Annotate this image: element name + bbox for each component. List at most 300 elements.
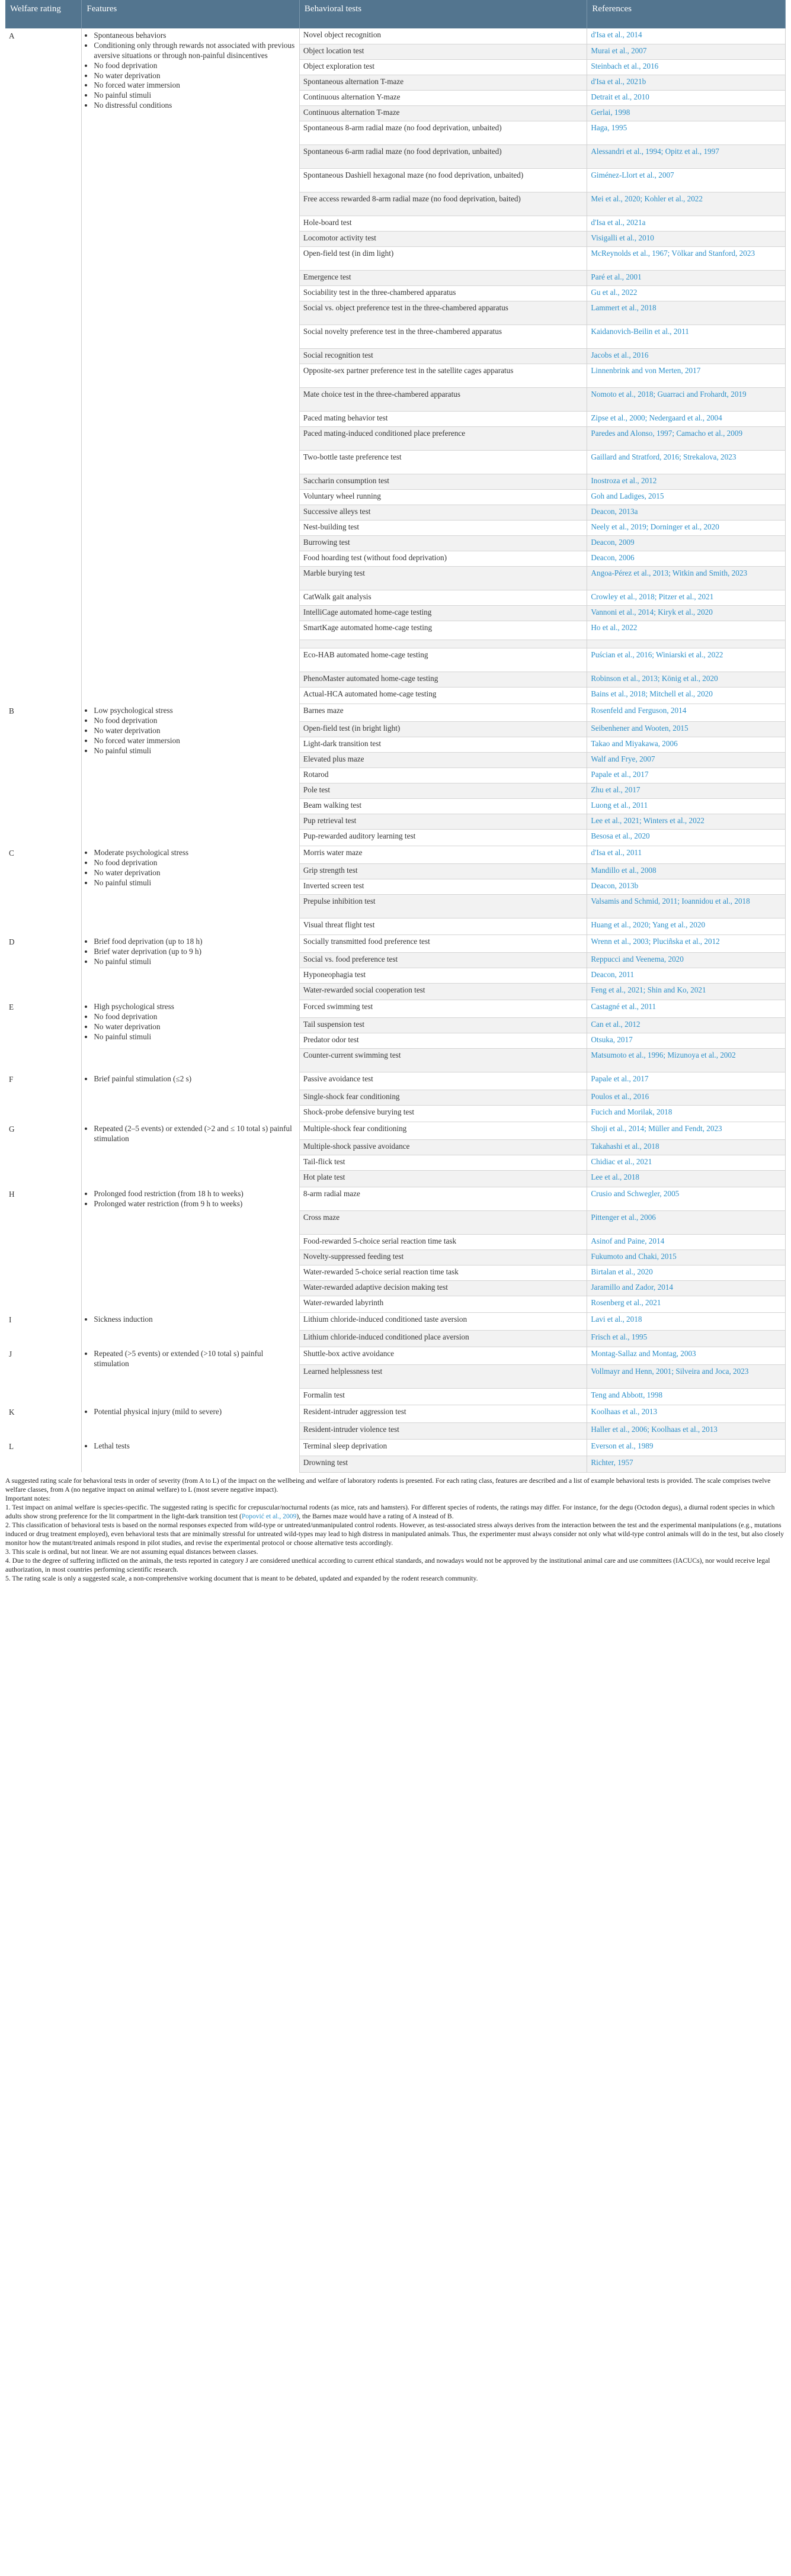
behavioral-test-cell: Successive alleys test: [299, 505, 587, 520]
references-cell: [587, 1364, 786, 1388]
behavioral-test-cell: Marble burying test: [299, 566, 587, 590]
reference-link[interactable]: Yang et al., 2020: [652, 920, 706, 929]
reference-link[interactable]: d'Isa et al., 2021b: [591, 76, 646, 86]
behavioral-test-cell: Shuttle-box active avoidance: [299, 1347, 587, 1364]
reference-link[interactable]: Fucich and Morilak, 2018: [591, 1107, 672, 1116]
reference-link[interactable]: Shin and Ko, 2021: [647, 985, 706, 994]
behavioral-test-cell: Sociability test in the three-chambered apparatus: [299, 285, 587, 301]
behavioral-test-cell: Forced swimming test: [299, 1000, 587, 1017]
behavioral-test-cell: Tail-flick test: [299, 1155, 587, 1170]
table-caption: [5, 1476, 786, 1583]
feature-item: • Brief water deprivation (up to 9 h): [94, 947, 296, 957]
references-cell: [587, 1280, 786, 1296]
reference-link[interactable]: Feng et al., 2021: [591, 985, 643, 994]
behavioral-test-cell: Hole-board test: [299, 216, 587, 231]
behavioral-test-cell: Inverted screen test: [299, 879, 587, 894]
reference-link[interactable]: Bains et al., 2018: [591, 689, 646, 698]
references-cell: [587, 1330, 786, 1347]
reference-link[interactable]: Pluciñska et al., 2012: [652, 936, 720, 946]
reference-link[interactable]: Paredes and Alonso, 1997: [591, 428, 672, 438]
welfare-rating-cell: D: [5, 934, 82, 1000]
reference-link[interactable]: Kaidanovich-Beilin et al., 2011: [591, 326, 689, 336]
behavioral-test-cell: Novel object recognition: [299, 28, 587, 44]
references-cell: [587, 605, 786, 621]
behavioral-test-cell: Cross maze: [299, 1210, 587, 1234]
feature-item: • Repeated (>5 events) or extended (>10 total s) painful stimulation: [94, 1349, 296, 1369]
reference-link[interactable]: Detrait et al., 2010: [591, 92, 649, 101]
reference-link[interactable]: Winters et al., 2022: [643, 815, 704, 825]
reference-link[interactable]: Völkar and Stanford, 2023: [671, 248, 755, 258]
reference-link[interactable]: Luong et al., 2011: [591, 800, 648, 810]
reference-link[interactable]: d'Isa et al., 2014: [591, 30, 642, 39]
reference-link[interactable]: Lee et al., 2021: [591, 815, 640, 825]
behavioral-test-cell: Pole test: [299, 783, 587, 798]
table-row: [5, 1122, 786, 1139]
behavioral-test-cell: Learned helplessness test: [299, 1364, 587, 1388]
reference-link[interactable]: Kohler et al., 2022: [644, 194, 703, 203]
note-1-link[interactable]: Popović et al., 2009: [241, 1512, 297, 1520]
reference-link[interactable]: Pittenger et al., 2006: [591, 1212, 656, 1222]
caption-note-2: 2. This classification of behavioral tests is based on the normal responses expected from wild-type or untreated/unmanipulated control rodents. However, as test-associated stress always derives from the interaction between the test and the experimental manipulations (e.g., mutations induced or drug treatment employed), even behavioral tests that are minimally stressful for untreated wild-types may lead to high distress in manipulated animals. Thus, the experimenter must always consider not only what wild-type control animals will do in the test, but also closely monitor how the mutant/treated animals respond in pilot studies, and revise the experimental protocol or choose alternative tests accordingly.: [5, 1521, 784, 1547]
behavioral-test-cell: Predator odor test: [299, 1033, 587, 1048]
features-list: [85, 1407, 296, 1417]
reference-link[interactable]: Shoji et al., 2014: [591, 1123, 645, 1133]
reference-link[interactable]: Silveira and Joca, 2023: [675, 1366, 749, 1376]
references-cell: [587, 387, 786, 411]
reference-link[interactable]: Deacon, 2011: [591, 969, 635, 979]
behavioral-test-cell: Object exploration test: [299, 59, 587, 75]
table-row: [5, 1439, 786, 1456]
features-cell: [82, 1405, 300, 1439]
behavioral-test-cell: Grip strength test: [299, 863, 587, 879]
references-cell: [587, 1388, 786, 1405]
welfare-rating-cell: L: [5, 1439, 82, 1472]
table-row: [5, 846, 786, 863]
feature-item: • Potential physical injury (mild to severe): [94, 1407, 296, 1417]
references-cell: [587, 798, 786, 814]
reference-link[interactable]: Deacon, 2013a: [591, 506, 638, 516]
features-cell: [82, 1072, 300, 1122]
reference-link[interactable]: Camacho et al., 2009: [676, 428, 743, 438]
behavioral-test-cell: Novelty-suppressed feeding test: [299, 1250, 587, 1265]
features-list: [85, 848, 296, 888]
behavioral-test-cell: Barnes maze: [299, 704, 587, 721]
references-cell: [587, 59, 786, 75]
features-list: [85, 937, 296, 967]
behavioral-test-cell: Social vs. object preference test in the three-chambered apparatus: [299, 301, 587, 325]
table-row: [5, 934, 786, 952]
features-list: [85, 1124, 296, 1144]
references-cell: [587, 551, 786, 566]
features-list: [85, 1315, 296, 1325]
reference-link[interactable]: Everson et al., 1989: [591, 1441, 654, 1450]
feature-item: • No food deprivation: [94, 1012, 296, 1022]
reference-link[interactable]: Jacobs et al., 2016: [591, 350, 649, 359]
reference-link[interactable]: Nedergaard et al., 2004: [649, 413, 722, 422]
behavioral-test-cell: Multiple-shock fear conditioning: [299, 1122, 587, 1139]
references-cell: [587, 879, 786, 894]
feature-item: • No forced water immersion: [94, 81, 296, 91]
reference-link[interactable]: Rosenfeld and Ferguson, 2014: [591, 705, 687, 715]
behavioral-test-cell: Prepulse inhibition test: [299, 894, 587, 918]
reference-link[interactable]: Vollmayr and Henn, 2001: [591, 1366, 672, 1376]
reference-link[interactable]: Strekalova, 2023: [683, 452, 736, 461]
behavioral-test-cell: Social vs. food preference test: [299, 952, 587, 968]
feature-item: • No water deprivation: [94, 1022, 296, 1032]
references-cell: [587, 894, 786, 918]
features-list: [85, 1189, 296, 1209]
reference-link[interactable]: Asinof and Paine, 2014: [591, 1236, 665, 1245]
references-cell: [587, 687, 786, 704]
reference-link[interactable]: Richter, 1957: [591, 1457, 633, 1467]
feature-item: • Low psychological stress: [94, 706, 296, 716]
references-cell: [587, 44, 786, 59]
reference-link[interactable]: Lammert et al., 2018: [591, 303, 657, 312]
table-row: [5, 1072, 786, 1090]
behavioral-test-cell: Emergence test: [299, 270, 587, 285]
references-cell: [587, 216, 786, 231]
reference-link[interactable]: Takahashi et al., 2018: [591, 1141, 659, 1151]
behavioral-test-cell: Water-rewarded social cooperation test: [299, 983, 587, 1000]
reference-link[interactable]: Ioannidou et al., 2018: [681, 896, 750, 905]
references-cell: [587, 1210, 786, 1234]
welfare-rating-cell: E: [5, 1000, 82, 1072]
behavioral-test-cell: Socially transmitted food preference test: [299, 934, 587, 952]
features-cell: [82, 28, 300, 704]
behavioral-test-cell: Mate choice test in the three-chambered apparatus: [299, 387, 587, 411]
feature-item: • No water deprivation: [94, 726, 296, 736]
references-cell: [587, 1105, 786, 1122]
references-cell: [587, 192, 786, 216]
behavioral-test-cell: Actual-HCA automated home-cage testing: [299, 687, 587, 704]
reference-separator: ;: [663, 1050, 668, 1059]
reference-link[interactable]: Koolhaas et al., 2013: [651, 1424, 718, 1434]
behavioral-test-cell: Eco-HAB automated home-cage testing: [299, 648, 587, 672]
reference-link[interactable]: Mitchell et al., 2020: [649, 689, 713, 698]
welfare-rating-cell: A: [5, 28, 82, 704]
behavioral-test-cell: Food hoarding test (without food deprivation): [299, 551, 587, 566]
reference-link[interactable]: Angoa-Pérez et al., 2013: [591, 568, 669, 577]
reference-link[interactable]: Matsumoto et al., 1996: [591, 1050, 664, 1059]
reference-link[interactable]: Robinson et al., 2013: [591, 673, 658, 683]
feature-item: • No painful stimuli: [94, 1032, 296, 1042]
behavioral-test-cell: Shock-probe defensive burying test: [299, 1105, 587, 1122]
reference-link[interactable]: König et al., 2020: [661, 673, 718, 683]
reference-separator: ;: [653, 389, 658, 399]
reference-link[interactable]: Ho et al., 2022: [591, 622, 638, 632]
behavioral-test-cell: Rotarod: [299, 767, 587, 783]
references-cell: [587, 1170, 786, 1187]
reference-link[interactable]: Deacon, 2009: [591, 537, 635, 547]
reference-link[interactable]: Mizunoya et al., 2002: [667, 1050, 736, 1059]
document: [5, 0, 786, 1583]
behavioral-test-cell: Social recognition test: [299, 348, 587, 364]
references-cell: [587, 1072, 786, 1090]
reference-link[interactable]: Giménez-Llort et al., 2007: [591, 170, 674, 179]
references-cell: [587, 1422, 786, 1439]
behavioral-test-cell: Spontaneous Dashiell hexagonal maze (no food deprivation, unbaited): [299, 168, 587, 192]
references-cell: [587, 1017, 786, 1033]
feature-item: • No food deprivation: [94, 61, 296, 71]
feature-item: • No food deprivation: [94, 716, 296, 726]
behavioral-test-cell: Pup-rewarded auditory learning test: [299, 829, 587, 846]
reference-link[interactable]: Can et al., 2012: [591, 1019, 641, 1029]
reference-separator: ;: [639, 815, 643, 825]
feature-item: • No distressful conditions: [94, 101, 296, 111]
behavioral-test-cell: Beam walking test: [299, 798, 587, 814]
references-cell: [587, 704, 786, 721]
welfare-rating-cell: K: [5, 1405, 82, 1439]
caption-note-1: [5, 1503, 786, 1521]
references-cell: [587, 783, 786, 798]
reference-separator: ;: [643, 985, 648, 994]
references-cell: [587, 983, 786, 1000]
references-cell: [587, 952, 786, 968]
reference-link[interactable]: Müller and Fendt, 2023: [648, 1123, 722, 1133]
welfare-rating-cell: C: [5, 846, 82, 934]
feature-item: • No painful stimuli: [94, 878, 296, 888]
reference-link[interactable]: Puścian et al., 2016: [591, 650, 652, 659]
reference-link[interactable]: Kiryk et al., 2020: [658, 607, 713, 616]
reference-link[interactable]: Inostroza et al., 2012: [591, 476, 657, 485]
reference-link[interactable]: Reppucci and Veenema, 2020: [591, 954, 684, 963]
reference-link[interactable]: Fukumoto and Chaki, 2015: [591, 1251, 677, 1261]
behavioral-test-cell: Saccharin consumption test: [299, 474, 587, 489]
reference-separator: ;: [640, 194, 645, 203]
references-cell: [587, 474, 786, 489]
behavioral-test-cell: [299, 640, 587, 648]
feature-item: • No water deprivation: [94, 71, 296, 81]
reference-separator: ;: [657, 673, 662, 683]
reference-link[interactable]: Goh and Ladiges, 2015: [591, 491, 664, 500]
table-row: [5, 1187, 786, 1210]
behavioral-test-cell: Free access rewarded 8-arm radial maze (no food deprivation, baited): [299, 192, 587, 216]
references-cell: [587, 721, 786, 737]
welfare-rating-table: [5, 0, 786, 1473]
reference-separator: ;: [648, 936, 653, 946]
references-cell: [587, 1456, 786, 1472]
behavioral-test-cell: Hot plate test: [299, 1170, 587, 1187]
reference-link[interactable]: Dorninger et al., 2020: [650, 522, 719, 531]
feature-item: • Conditioning only through rewards not associated with previous aversive situations or through non-painful disincentives: [94, 41, 296, 61]
behavioral-test-cell: Morris water maze: [299, 846, 587, 863]
references-cell: [587, 489, 786, 505]
reference-link[interactable]: Haller et al., 2006: [591, 1424, 648, 1434]
feature-item: • Spontaneous behaviors: [94, 31, 296, 41]
reference-separator: ;: [648, 920, 652, 929]
table-row: [5, 704, 786, 721]
features-list: [85, 1349, 296, 1369]
features-cell: [82, 704, 300, 846]
behavioral-test-cell: Water-rewarded adaptive decision making test: [299, 1280, 587, 1296]
feature-item: • Prolonged food restriction (from 18 h to weeks): [94, 1189, 296, 1199]
reference-link[interactable]: Poulos et al., 2016: [591, 1091, 649, 1101]
caption-note-3: 3. This scale is ordinal, but not linear. We are not assuming equal distances between classes.: [5, 1548, 258, 1556]
header-features: Features: [82, 0, 300, 28]
behavioral-test-cell: Opposite-sex partner preference test in the satellite cages apparatus: [299, 364, 587, 387]
reference-link[interactable]: Chidiac et al., 2021: [591, 1157, 652, 1166]
references-cell: [587, 846, 786, 863]
reference-link[interactable]: Gaillard and Stratford, 2016: [591, 452, 680, 461]
reference-link[interactable]: Besosa et al., 2020: [591, 831, 650, 840]
references-cell: [587, 1155, 786, 1170]
behavioral-test-cell: Water-rewarded 5-choice serial reaction time task: [299, 1265, 587, 1280]
references-cell: [587, 1296, 786, 1312]
reference-separator: ;: [677, 896, 682, 905]
reference-link[interactable]: Jaramillo and Zador, 2014: [591, 1282, 674, 1292]
reference-link[interactable]: Gu et al., 2022: [591, 287, 638, 297]
reference-link[interactable]: Takao and Miyakawa, 2006: [591, 738, 678, 748]
reference-link[interactable]: Valsamis and Schmid, 2011: [591, 896, 678, 905]
feature-item: • No forced water immersion: [94, 736, 296, 746]
reference-separator: ;: [654, 592, 659, 601]
reference-link[interactable]: Steinbach et al., 2016: [591, 61, 659, 70]
behavioral-test-cell: Terminal sleep deprivation: [299, 1439, 587, 1456]
reference-link[interactable]: Castagné et al., 2011: [591, 1001, 657, 1011]
references-cell: [587, 648, 786, 672]
reference-link[interactable]: Walf and Frye, 2007: [591, 754, 655, 763]
references-cell: [587, 505, 786, 520]
reference-link[interactable]: Teng and Abbott, 1998: [591, 1390, 663, 1399]
references-cell: [587, 301, 786, 325]
feature-item: • High psychological stress: [94, 1002, 296, 1012]
behavioral-test-cell: Open-field test (in dim light): [299, 246, 587, 270]
references-cell: [587, 28, 786, 44]
reference-link[interactable]: Vannoni et al., 2014: [591, 607, 654, 616]
reference-separator: ;: [647, 1424, 652, 1434]
behavioral-test-cell: Resident-intruder aggression test: [299, 1405, 587, 1422]
features-list: [85, 31, 296, 111]
reference-separator: ;: [646, 522, 651, 531]
references-cell: [587, 121, 786, 144]
reference-link[interactable]: Crusio and Schwegler, 2005: [591, 1189, 680, 1198]
reference-link[interactable]: Frisch et al., 1995: [591, 1332, 648, 1341]
references-cell: [587, 672, 786, 687]
reference-link[interactable]: Montag-Sallaz and Montag, 2003: [591, 1348, 696, 1358]
references-cell: [587, 1090, 786, 1105]
reference-link[interactable]: Crowley et al., 2018: [591, 592, 655, 601]
welfare-rating-cell: B: [5, 704, 82, 846]
behavioral-test-cell: Two-bottle taste preference test: [299, 450, 587, 474]
reference-link[interactable]: Huang et al., 2020: [591, 920, 649, 929]
note-1-text-end: ), the Barnes maze would have a rating of A instead of B.: [296, 1512, 454, 1520]
reference-separator: ;: [679, 452, 684, 461]
reference-link[interactable]: d'Isa et al., 2021a: [591, 217, 646, 227]
references-cell: [587, 520, 786, 535]
table-body: [5, 28, 786, 1472]
reference-link[interactable]: Nomoto et al., 2018: [591, 389, 654, 399]
feature-item: • Repeated (2–5 events) or extended (>2 and ≤ 10 total s) painful stimulation: [94, 1124, 296, 1144]
reference-link[interactable]: Zhu et al., 2017: [591, 785, 641, 794]
behavioral-test-cell: Lithium chloride-induced conditioned taste aversion: [299, 1312, 587, 1330]
features-list: [85, 1074, 296, 1084]
references-cell: [587, 231, 786, 246]
header-welfare-rating: Welfare rating: [5, 0, 82, 28]
reference-separator: ;: [671, 1366, 676, 1376]
references-cell: [587, 1139, 786, 1155]
references-cell: [587, 426, 786, 450]
reference-link[interactable]: Linnenbrink and von Merten, 2017: [591, 365, 701, 375]
behavioral-test-cell: Counter-current swimming test: [299, 1048, 587, 1072]
references-cell: [587, 90, 786, 105]
reference-link[interactable]: Otsuka, 2017: [591, 1035, 633, 1044]
behavioral-test-cell: Water-rewarded labyrinth: [299, 1296, 587, 1312]
behavioral-test-cell: Multiple-shock passive avoidance: [299, 1139, 587, 1155]
reference-link[interactable]: Mei et al., 2020: [591, 194, 641, 203]
behavioral-test-cell: Lithium chloride-induced conditioned place aversion: [299, 1330, 587, 1347]
reference-link[interactable]: Visigalli et al., 2010: [591, 233, 654, 242]
reference-link[interactable]: Alessandri et al., 1994: [591, 146, 661, 156]
table-row: [5, 1000, 786, 1017]
reference-link[interactable]: Deacon, 2013b: [591, 881, 639, 890]
feature-item: • No food deprivation: [94, 858, 296, 868]
reference-link[interactable]: Zipse et al., 2000: [591, 413, 645, 422]
reference-separator: ;: [661, 146, 665, 156]
reference-link[interactable]: Haga, 1995: [591, 123, 627, 132]
behavioral-test-cell: Formalin test: [299, 1388, 587, 1405]
reference-link[interactable]: Deacon, 2006: [591, 553, 635, 562]
reference-link[interactable]: Lavi et al., 2018: [591, 1314, 642, 1324]
feature-item: • No painful stimuli: [94, 91, 296, 101]
reference-link[interactable]: Winiarski et al., 2022: [656, 650, 723, 659]
reference-link[interactable]: Opitz et al., 1997: [665, 146, 719, 156]
reference-link[interactable]: Gerlai, 1998: [591, 107, 630, 117]
reference-link[interactable]: Papale et al., 2017: [591, 769, 649, 779]
references-cell: [587, 1312, 786, 1330]
reference-link[interactable]: Witkin and Smith, 2023: [672, 568, 748, 577]
reference-link[interactable]: Wrenn et al., 2003: [591, 936, 649, 946]
reference-link[interactable]: Birtalan et al., 2020: [591, 1267, 653, 1276]
references-cell: [587, 814, 786, 829]
reference-link[interactable]: Lee et al., 2018: [591, 1172, 640, 1181]
reference-link[interactable]: Seibenhener and Wooten, 2015: [591, 723, 688, 733]
table-row: [5, 1312, 786, 1330]
features-list: [85, 1441, 296, 1451]
reference-link[interactable]: McReynolds et al., 1967: [591, 248, 668, 258]
behavioral-test-cell: Visual threat flight test: [299, 918, 587, 934]
features-list: [85, 1002, 296, 1042]
reference-link[interactable]: Guarraci and Frohardt, 2019: [657, 389, 747, 399]
reference-separator: ;: [652, 650, 657, 659]
behavioral-test-cell: Nest-building test: [299, 520, 587, 535]
behavioral-test-cell: SmartKage automated home-cage testing: [299, 621, 587, 640]
reference-link[interactable]: Murai et al., 2007: [591, 46, 647, 55]
reference-link[interactable]: Neely et al., 2019: [591, 522, 646, 531]
table-header: [5, 0, 786, 28]
feature-item: • Prolonged water restriction (from 9 h to weeks): [94, 1199, 296, 1209]
reference-link[interactable]: Paré et al., 2001: [591, 272, 642, 281]
reference-link[interactable]: Papale et al., 2017: [591, 1074, 649, 1083]
welfare-rating-cell: H: [5, 1187, 82, 1312]
reference-separator: ;: [667, 248, 672, 258]
behavioral-test-cell: Continuous alternation T-maze: [299, 105, 587, 121]
feature-item: • Lethal tests: [94, 1441, 296, 1451]
references-cell: [587, 863, 786, 879]
references-cell: [587, 752, 786, 767]
behavioral-test-cell: Paced mating-induced conditioned place preference: [299, 426, 587, 450]
behavioral-test-cell: Pup retrieval test: [299, 814, 587, 829]
reference-link[interactable]: Koolhaas et al., 2013: [591, 1406, 658, 1416]
reference-link[interactable]: Mandillo et al., 2008: [591, 865, 657, 875]
features-cell: [82, 1187, 300, 1312]
reference-link[interactable]: Pitzer et al., 2021: [658, 592, 714, 601]
behavioral-test-cell: Object location test: [299, 44, 587, 59]
reference-separator: ;: [645, 413, 649, 422]
behavioral-test-cell: Spontaneous 8-arm radial maze (no food deprivation, unbaited): [299, 121, 587, 144]
reference-link[interactable]: d'Isa et al., 2011: [591, 847, 642, 857]
features-cell: [82, 1122, 300, 1187]
reference-link[interactable]: Rosenberg et al., 2021: [591, 1297, 661, 1307]
